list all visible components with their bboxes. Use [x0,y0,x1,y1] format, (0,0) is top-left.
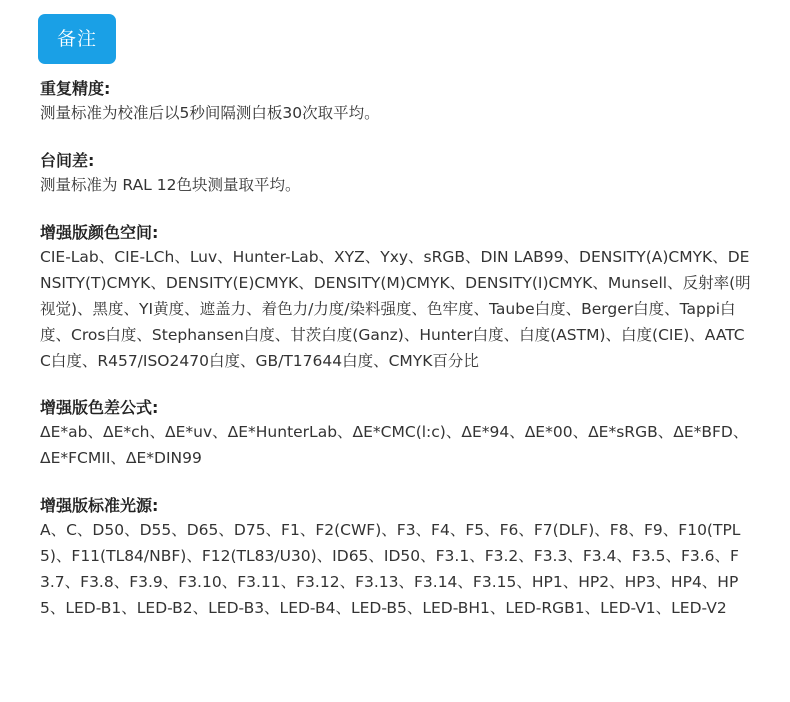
notes-badge: 备注 [38,14,116,64]
section-body: A、C、D50、D55、D65、D75、F1、F2(CWF)、F3、F4、F5、F6、F7(DLF)、F8、F9、F10(TPL5)、F11(TL84/NBF)、F12(TL83/U30)、ID65、ID50、F3.1、F3.2、F3.3、F3.4、F3.5、F3.6、F3.7、F3.8、F3.9、F3.10、F3.11、F3.12、F3.13、F3.14、F3.15、HP1、HP2、HP3、HP4、HP5、LED-B1、LED-B2、LED-B3、LED-B4、LED-B5、LED-BH1、LED-RGB1、LED-V1、LED-V2 [40,521,741,617]
section-title: 重复精度: [40,79,111,98]
section-title: 增强版色差公式: [40,398,159,417]
section-body: ΔE*ab、ΔE*ch、ΔE*uv、ΔE*HunterLab、ΔE*CMC(l:c)、ΔE*94、ΔE*00、ΔE*sRGB、ΔE*BFD、ΔE*FCMII、ΔE*DIN99 [40,423,749,467]
section-color-spaces [40,222,752,374]
section-body: 测量标准为 RAL 12色块测量取平均。 [40,176,301,194]
section-body: 测量标准为校准后以5秒间隔测白板30次取平均。 [40,104,380,122]
section-inter-instrument [40,150,752,198]
section-light-sources [40,495,752,621]
section-repeatability [40,78,752,126]
section-body: CIE-Lab、CIE-LCh、Luv、Hunter-Lab、XYZ、Yxy、sRGB、DIN LAB99、DENSITY(A)CMYK、DENSITY(T)CMYK、DENSITY(E)CMYK、DENSITY(M)CMYK、DENSITY(I)CMYK、Munsell、反射率(明视觉)、黑度、YI黄度、遮盖力、着色力/力度/染料强度、色牢度、Taube白度、Berger白度、Tappi白度、Cros白度、Stephansen白度、甘茨白度(Ganz)、Hunter白度、白度(ASTM)、白度(CIE)、AATCC白度、R457/ISO2470白度、GB/T17644白度、CMYK百分比 [40,248,751,370]
section-title: 增强版颜色空间: [40,223,159,242]
section-title: 增强版标准光源: [40,496,159,515]
section-title: 台间差: [40,151,95,170]
notes-content [40,78,752,645]
section-color-difference-formulas [40,397,752,471]
